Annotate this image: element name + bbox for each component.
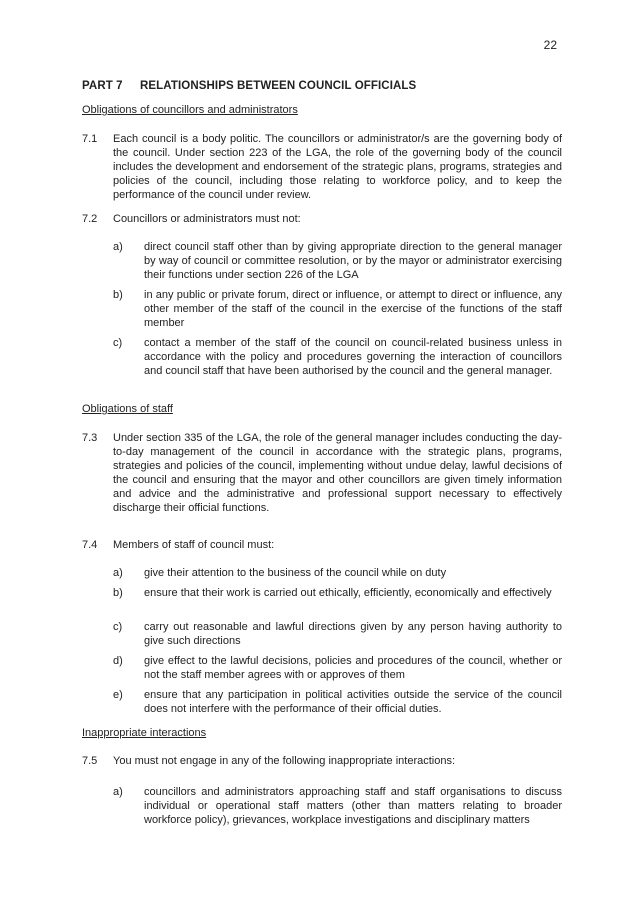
clause-7-1	[82, 132, 562, 202]
clause-number: 7.2	[82, 213, 98, 225]
clause-text: Each council is a body politic. The councillors or administrator/s are the governing body of the council. Under section 223 of the LGA, the role of the governing body of the council includes the development and endorsement of the strategic plans, programs, strategies and policies of the council, including those relating to workforce policy, and to keep the performance of the council under review.	[113, 133, 562, 201]
section-heading-councillors: Obligations of councillors and administrators	[82, 104, 298, 116]
clause-number: 7.5	[82, 755, 98, 767]
clause-7-2	[82, 212, 562, 226]
sub-clause-letter: b)	[113, 289, 123, 301]
page-number: 22	[543, 38, 557, 52]
clause-text: You must not engage in any of the following inappropriate interactions:	[113, 755, 456, 767]
sub-clause-text: contact a member of the staff of the council on council-related business unless in accordance with the policy and procedures governing the interaction of councillors and council staff that have been authorised by the council and the general manager.	[144, 337, 562, 377]
clause-number: 7.1	[82, 133, 98, 145]
clause-7-4-a	[113, 566, 562, 580]
clause-7-4-e	[113, 688, 562, 716]
sub-clause-text: give their attention to the business of the council while on duty	[144, 567, 447, 579]
clause-7-4-c	[113, 620, 562, 648]
section-heading-inappropriate: Inappropriate interactions	[82, 727, 207, 739]
clause-7-4-d	[113, 654, 562, 682]
sub-clause-letter: d)	[113, 655, 123, 667]
sub-clause-letter: a)	[113, 786, 123, 798]
sub-clause-text: give effect to the lawful decisions, policies and procedures of the council, whether or not the staff member agrees with or approves of them	[144, 655, 562, 681]
clause-text: Under section 335 of the LGA, the role of the general manager includes conducting the day-to-day management of the council in accordance with the strategic plans, programs, strategies and policies of the council, implementing without undue delay, lawful decisions of the council and ensuring that the mayor and other councillors are given timely information and advice and the administrative and professional support necessary to effectively discharge their official functions.	[113, 432, 562, 514]
sub-clause-text: carry out reasonable and lawful directions given by any person having authority to give such directions	[144, 621, 562, 647]
sub-clause-text: councillors and administrators approaching staff and staff organisations to discuss individual or operational staff matters (other than matters relating to broader workforce policy), grievances, workplace investigations and disciplinary matters	[144, 786, 562, 826]
clause-number: 7.3	[82, 432, 98, 444]
sub-clause-letter: c)	[113, 621, 123, 633]
sub-clause-letter: a)	[113, 241, 123, 253]
sub-clause-text: ensure that their work is carried out ethically, efficiently, economically and effectively	[144, 587, 552, 599]
sub-clause-letter: e)	[113, 689, 123, 701]
clause-7-4	[82, 538, 562, 552]
section-heading-staff: Obligations of staff	[82, 403, 173, 415]
sub-clause-letter: c)	[113, 337, 123, 349]
clause-7-5	[82, 754, 562, 768]
clause-7-3	[82, 431, 562, 515]
clause-text: Councillors or administrators must not:	[113, 213, 301, 225]
clause-7-5-a	[113, 785, 562, 827]
clause-number: 7.4	[82, 539, 98, 551]
clause-text: Members of staff of council must:	[113, 539, 275, 551]
clause-7-4-b	[113, 586, 562, 600]
sub-clause-letter: a)	[113, 567, 123, 579]
clause-7-2-b	[113, 288, 562, 330]
sub-clause-text: in any public or private forum, direct or influence, or attempt to direct or influence, any other member of the staff of the council in the exercise of the functions of the staff member	[144, 289, 562, 329]
sub-clause-text: direct council staff other than by giving appropriate direction to the general manager by way of council or committee resolution, or by the mayor or administrator exercising their functions under section 226 of the LGA	[144, 241, 562, 281]
part-number: PART 7	[82, 80, 123, 92]
sub-clause-text: ensure that any participation in political activities outside the service of the council does not interfere with the performance of their official duties.	[144, 689, 562, 715]
part-title: RELATIONSHIPS BETWEEN COUNCIL OFFICIALS	[140, 80, 417, 92]
clause-7-2-c	[113, 336, 562, 378]
clause-7-2-a	[113, 240, 562, 282]
part-heading	[82, 80, 416, 92]
sub-clause-letter: b)	[113, 587, 123, 599]
